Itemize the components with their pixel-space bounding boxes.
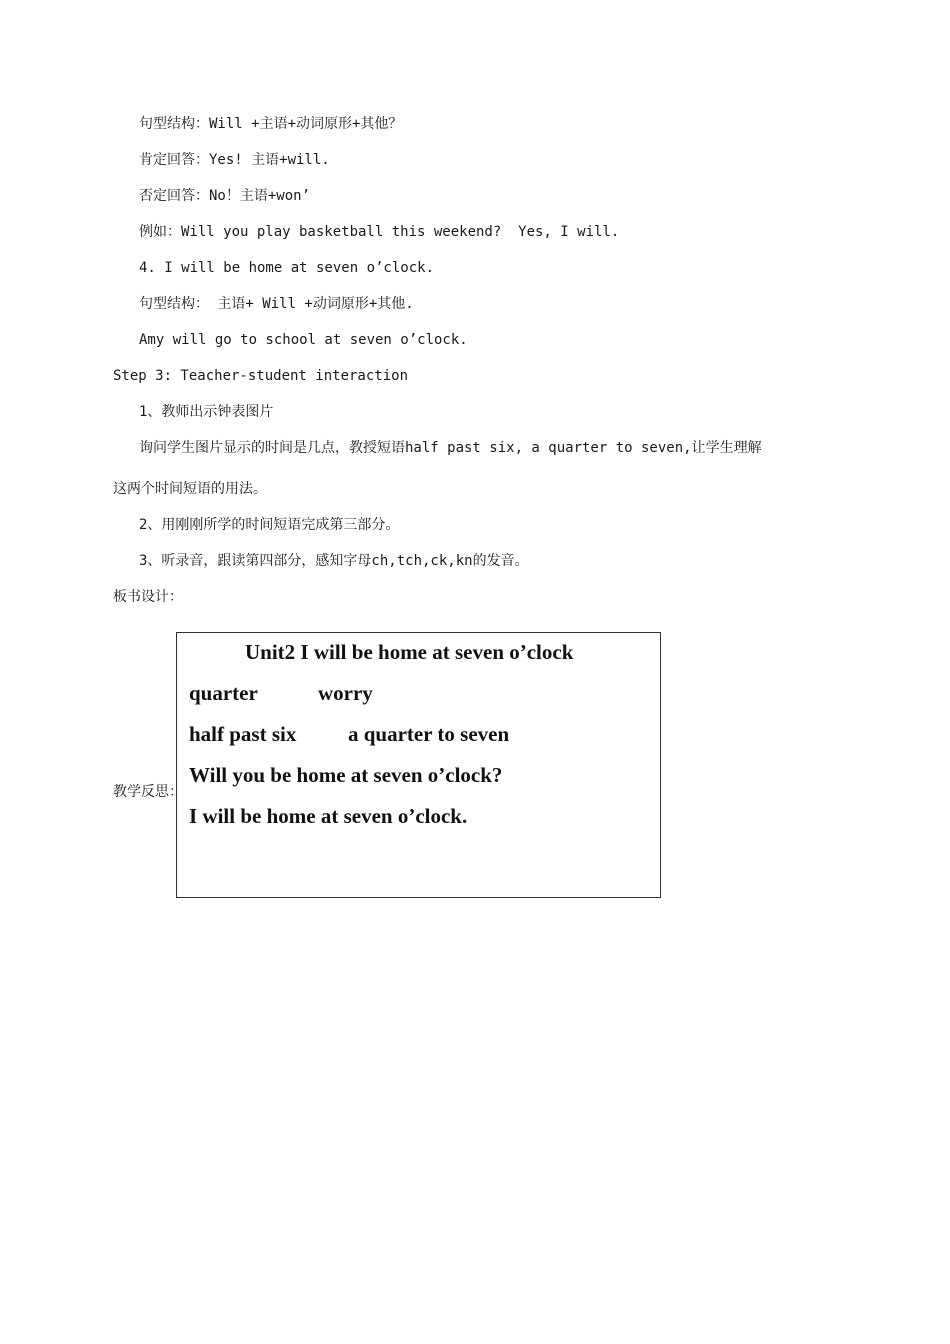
board-answer: I will be home at seven o’clock. — [189, 804, 468, 828]
step-3-item-3: 3、听录音，跟读第四部分，感知字母ch,tch,ck,kn的发音。 — [139, 553, 529, 569]
positive-answer: 肯定回答：Yes! 主语+will. — [139, 152, 330, 168]
board-phrase-half-past-six: half past six — [189, 722, 297, 746]
step-3-heading: Step 3: Teacher-student interaction — [113, 368, 409, 384]
step-3-item-2: 2、用刚刚所学的时间短语完成第三部分。 — [139, 517, 400, 533]
item-4-sentence: 4. I will be home at seven o’clock. — [139, 260, 435, 276]
step-3-item-1: 1、教师出示钟表图片 — [139, 404, 274, 420]
teaching-reflection-label: 教学反思： — [113, 784, 183, 800]
example-amy: Amy will go to school at seven o’clock. — [139, 332, 468, 348]
sentence-structure-statement: 句型结构： 主语+ Will +动词原形+其他. — [139, 296, 414, 312]
board-question: Will you be home at seven o’clock? — [189, 763, 503, 787]
blackboard-design-box — [176, 632, 661, 898]
board-word-worry: worry — [318, 681, 373, 705]
step-3-item-1-detail-cont: 这两个时间短语的用法。 — [113, 481, 267, 497]
sentence-structure-question: 句型结构：Will +主语+动词原形+其他？ — [139, 116, 403, 132]
board-design-label: 板书设计： — [113, 589, 183, 605]
step-3-item-1-detail: 询问学生图片显示的时间是几点，教授短语half past six, a quarter to seven,让学生理解 — [139, 440, 762, 456]
negative-answer: 否定回答：No！主语+won’ — [139, 188, 311, 204]
board-title: Unit2 I will be home at seven o’clock — [245, 640, 574, 664]
board-phrase-quarter-to-seven: a quarter to seven — [348, 722, 510, 746]
example-line: 例如：Will you play basketball this weekend? Yes, I will. — [139, 224, 620, 240]
board-word-quarter: quarter — [189, 681, 258, 705]
